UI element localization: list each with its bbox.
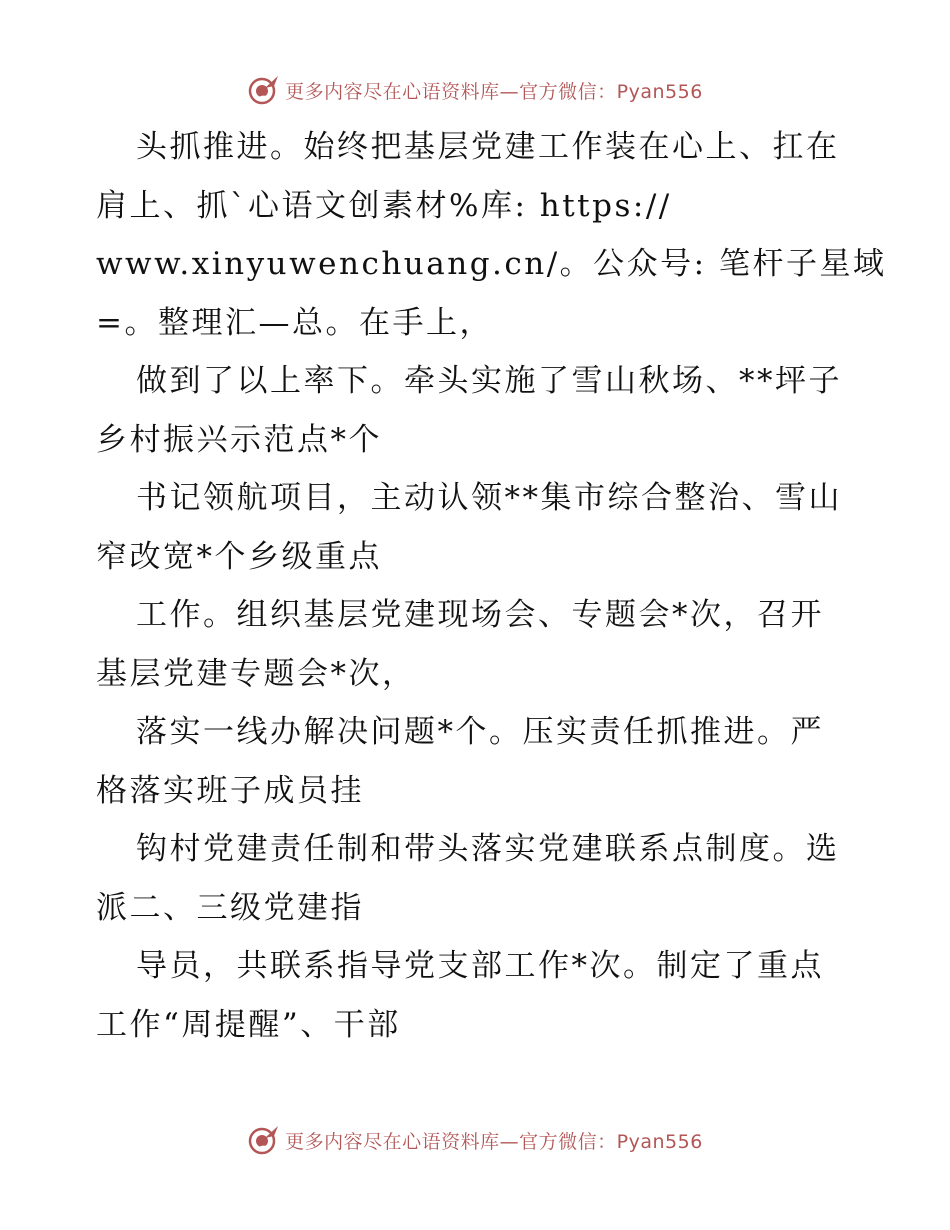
text-line: 做到了以上率下。牵头实施了雪山秋场、**坪子 <box>136 363 842 399</box>
text-line: www.xinyuwenchuang.cn/。公众号: 笔杆子星域 <box>96 246 887 282</box>
text-line: 派二、三级党建指 <box>96 889 364 926</box>
text-line: 肩上、抓`心语文创素材%库: https:// <box>96 187 672 224</box>
footer-watermark-text: 更多内容尽在心语资料库—官方微信：Pyan556 <box>285 1130 703 1153</box>
header-watermark-text: 更多内容尽在心语资料库—官方微信：Pyan556 <box>285 80 703 103</box>
text-line: 工作。组织基层党建现场会、专题会*次，召开 <box>136 597 824 633</box>
text-line: 格落实班子成员挂 <box>96 772 364 809</box>
document-body <box>96 118 887 1054</box>
text-line: 头抓推进。始终把基层党建工作装在心上、扛在 <box>136 129 840 165</box>
footer-watermark <box>0 1122 950 1158</box>
text-line: 落实一线办解决问题*个。压实责任抓推进。严 <box>136 714 824 750</box>
text-line: 窄改宽*个乡级重点 <box>96 538 382 575</box>
text-line: 导员，共联系指导党支部工作*次。制定了重点 <box>136 948 824 984</box>
quill-logo-icon <box>247 1123 281 1157</box>
text-line: 基层党建专题会*次， <box>96 655 416 692</box>
text-line: =。整理汇—总。在手上， <box>96 304 493 341</box>
text-line: 钩村党建责任制和带头落实党建联系点制度。选 <box>136 831 840 867</box>
header-watermark <box>0 72 950 108</box>
quill-logo-icon <box>247 73 281 107</box>
text-line: 书记领航项目，主动认领**集市综合整治、雪山 <box>136 480 842 516</box>
text-line: 工作“周提醒”、干部 <box>96 1006 401 1043</box>
text-line: 乡村振兴示范点*个 <box>96 421 382 458</box>
